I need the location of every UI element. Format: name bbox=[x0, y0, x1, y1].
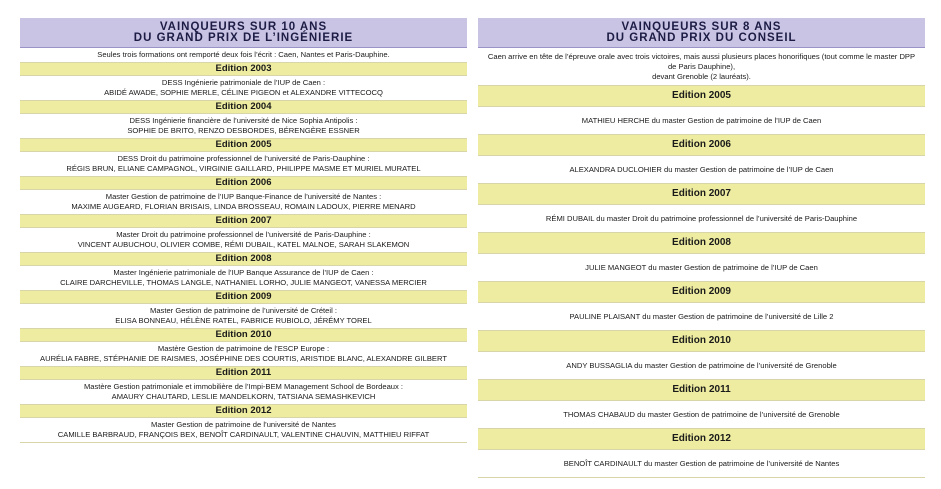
edition-label: Edition 2009 bbox=[20, 291, 467, 304]
program-name: Master Ingénierie patrimoniale de l’IUP Banque Assurance de l’IUP de Caen : bbox=[113, 268, 374, 277]
edition-label: Edition 2008 bbox=[20, 253, 467, 266]
winner-names: CLAIRE DARCHEVILLE, THOMAS LANGLE, NATHANIEL LORHO, JULIE MANGEOT, VANESSA MERCIER bbox=[60, 278, 427, 287]
edition-label: Edition 2011 bbox=[20, 367, 467, 380]
program-name: DESS Ingénierie patrimoniale de l’IUP de Caen : bbox=[161, 78, 326, 87]
winner-entry: ALEXANDRA DUCLOHIER du master Gestion de patrimoine de l’IUP de Caen bbox=[478, 156, 925, 184]
edition-label: Edition 2005 bbox=[20, 139, 467, 152]
ingenierie-intro: Seules trois formations ont remporté deux fois l’écrit : Caen, Nantes et Paris-Dauphine. bbox=[20, 48, 467, 63]
edition-entry bbox=[20, 304, 467, 329]
edition-entry bbox=[20, 342, 467, 367]
ingenierie-editions-list bbox=[20, 63, 467, 443]
program-name: Master Gestion de patrimoine de l’université de Nantes bbox=[151, 420, 336, 429]
edition-label: Edition 2003 bbox=[20, 63, 467, 76]
edition-label: Edition 2005 bbox=[478, 86, 925, 107]
winner-names: AURÉLIA FABRE, STÉPHANIE DE RAISMES, JOSÉPHINE DES COURTIS, ARISTIDE BLANC, ALEXANDRE GILBERT bbox=[40, 354, 447, 363]
winner-entry: PAULINE PLAISANT du master Gestion de patrimoine de l’université de Lille 2 bbox=[478, 303, 925, 331]
edition-entry bbox=[20, 152, 467, 177]
conseil-intro bbox=[478, 48, 925, 86]
winner-names: SOPHIE DE BRITO, RENZO DESBORDES, BÉRENGÈRE ESSNER bbox=[127, 126, 360, 135]
winner-names: MAXIME AUGEARD, FLORIAN BRISAIS, LINDA BROSSEAU, ROMAIN LADOUX, PIERRE MENARD bbox=[71, 202, 416, 211]
winner-names: VINCENT AUBUCHOU, OLIVIER COMBE, RÉMI DUBAIL, KATEL MALNOE, SARAH SLAKEMON bbox=[77, 240, 410, 249]
edition-label: Edition 2008 bbox=[478, 233, 925, 254]
winner-names: CAMILLE BARBRAUD, FRANÇOIS BEX, BENOÎT CARDINAULT, VALENTINE CHAUVIN, MATTHIEU RIFFAT bbox=[57, 430, 430, 439]
ingenierie-title-line1: VAINQUEURS SUR 10 ANS bbox=[159, 21, 328, 33]
edition-label: Edition 2010 bbox=[20, 329, 467, 342]
edition-label: Edition 2009 bbox=[478, 282, 925, 303]
ingenierie-title-line2: DU GRAND PRIX DE L’INGÉNIERIE bbox=[133, 32, 354, 44]
edition-label: Edition 2007 bbox=[20, 215, 467, 228]
edition-label: Edition 2011 bbox=[478, 380, 925, 401]
edition-entry bbox=[20, 228, 467, 253]
edition-entry bbox=[20, 114, 467, 139]
winner-entry: BENOÎT CARDINAULT du master Gestion de patrimoine de l’université de Nantes bbox=[478, 450, 925, 478]
conseil-winners-panel bbox=[478, 18, 925, 478]
ingenierie-panel-header bbox=[20, 18, 467, 48]
edition-entry bbox=[20, 418, 467, 443]
winner-entry: MATHIEU HERCHE du master Gestion de patrimoine de l’IUP de Caen bbox=[478, 107, 925, 135]
winner-entry: RÉMI DUBAIL du master Droit du patrimoine professionnel de l’université de Paris-Dauphine bbox=[478, 205, 925, 233]
program-name: Master Droit du patrimoine professionnel de l’université de Paris-Dauphine : bbox=[116, 230, 371, 239]
program-name: DESS Droit du patrimoine professionnel de l’université de Paris-Dauphine : bbox=[117, 154, 370, 163]
edition-label: Edition 2012 bbox=[478, 429, 925, 450]
program-name: DESS Ingénierie financière de l’université de Nice Sophia Antipolis : bbox=[129, 116, 358, 125]
winner-names: ABIDÉ AWADE, SOPHIE MERLE, CÉLINE PIGEON et ALEXANDRE VITTECOCQ bbox=[104, 88, 383, 97]
edition-label: Edition 2007 bbox=[478, 184, 925, 205]
winner-names: AMAURY CHAUTARD, LESLIE MANDELKORN, TATSIANA SEMASHKEVICH bbox=[111, 392, 376, 401]
program-name: Mastère Gestion de patrimoine de l’ESCP Europe : bbox=[157, 344, 330, 353]
ingenierie-winners-panel bbox=[20, 18, 467, 443]
conseil-title-line2: DU GRAND PRIX DU CONSEIL bbox=[606, 32, 797, 44]
conseil-title-line1: VAINQUEURS SUR 8 ANS bbox=[621, 21, 782, 33]
program-name: Mastère Gestion patrimoniale et immobilière de l’Impi-BEM Management School de Bordeaux : bbox=[83, 382, 404, 391]
winner-names: ELISA BONNEAU, HÉLÈNE RATEL, FABRICE RUBIOLO, JÉRÉMY TOREL bbox=[115, 316, 372, 325]
winner-entry: JULIE MANGEOT du master Gestion de patrimoine de l’IUP de Caen bbox=[478, 254, 925, 282]
conseil-intro-line1: Caen arrive en tête de l’épreuve orale avec trois victoires, mais aussi plusieurs places honorifiques (tout comme le master DPP de Paris Dauphine), bbox=[487, 52, 916, 71]
program-name: Master Gestion de patrimoine de l’IUP Banque-Finance de l’université de Nantes : bbox=[105, 192, 382, 201]
edition-label: Edition 2006 bbox=[478, 135, 925, 156]
edition-label: Edition 2004 bbox=[20, 101, 467, 114]
edition-entry bbox=[20, 380, 467, 405]
edition-label: Edition 2012 bbox=[20, 405, 467, 418]
edition-entry bbox=[20, 76, 467, 101]
edition-entry bbox=[20, 190, 467, 215]
edition-label: Edition 2006 bbox=[20, 177, 467, 190]
conseil-intro-line2: devant Grenoble (2 lauréats). bbox=[652, 72, 751, 81]
winner-entry: ANDY BUSSAGLIA du master Gestion de patrimoine de l’université de Grenoble bbox=[478, 352, 925, 380]
program-name: Master Gestion de patrimoine de l’université de Créteil : bbox=[150, 306, 337, 315]
edition-entry bbox=[20, 266, 467, 291]
conseil-panel-header bbox=[478, 18, 925, 48]
winner-names: RÉGIS BRUN, ELIANE CAMPAGNOL, VIRGINIE GAILLARD, PHILIPPE MASME ET MURIEL MURATEL bbox=[66, 164, 421, 173]
edition-label: Edition 2010 bbox=[478, 331, 925, 352]
conseil-editions-list bbox=[478, 86, 925, 478]
winner-entry: THOMAS CHABAUD du master Gestion de patrimoine de l’université de Grenoble bbox=[478, 401, 925, 429]
